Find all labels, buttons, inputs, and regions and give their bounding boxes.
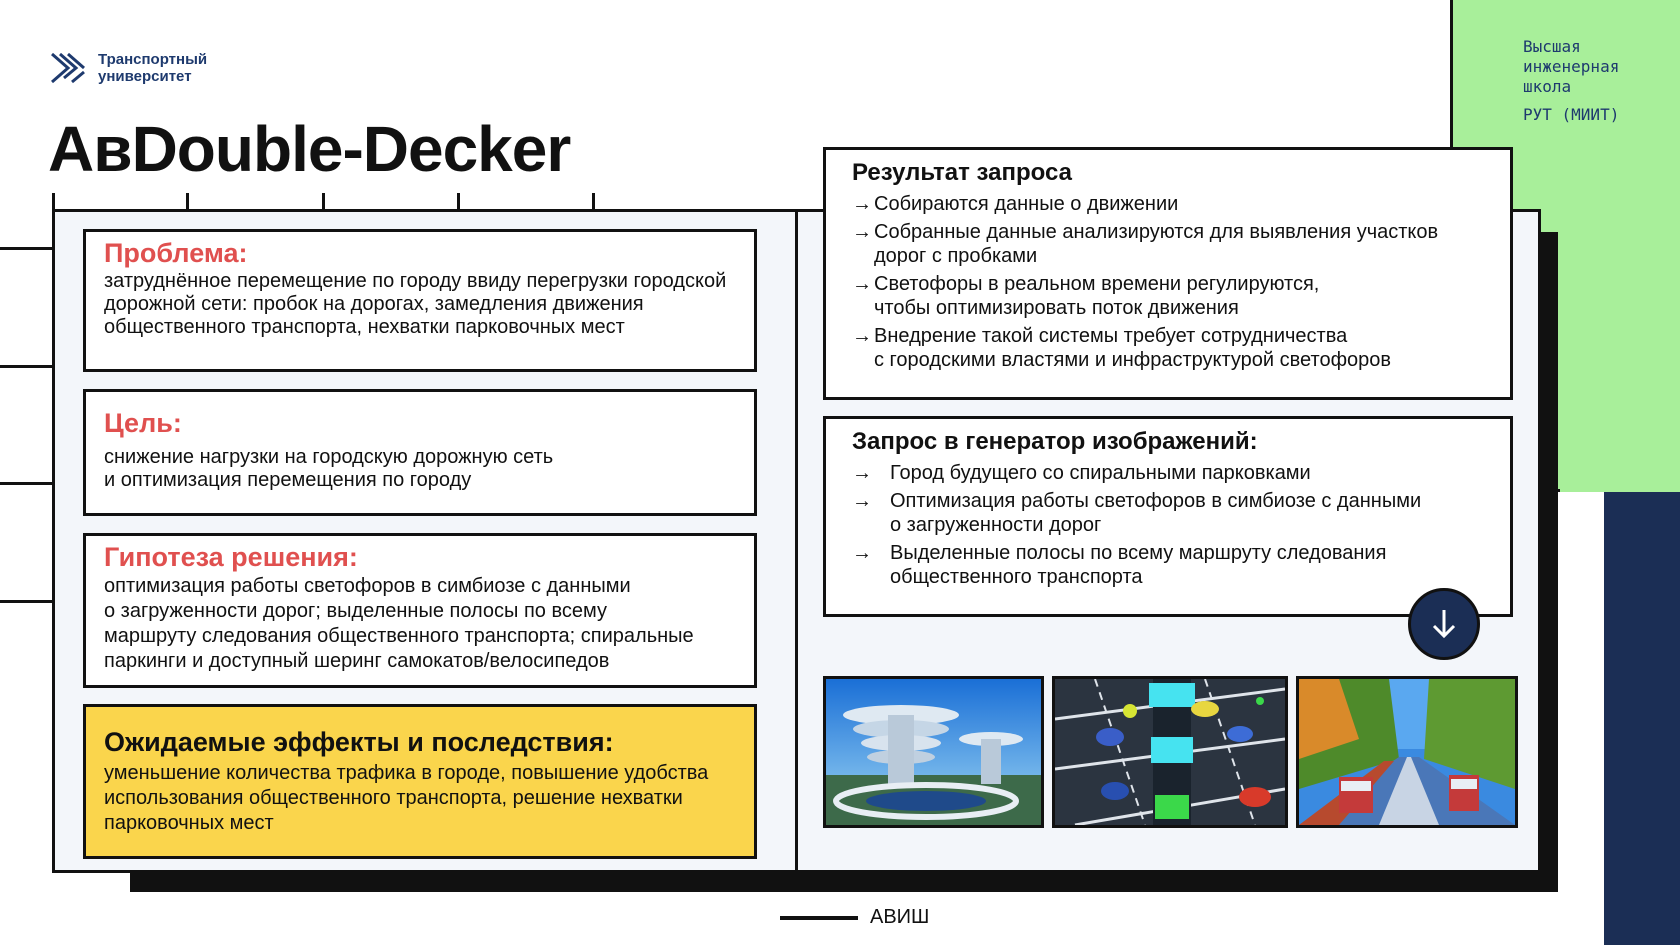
arrow-down-icon xyxy=(1426,606,1462,642)
generated-image-future-city[interactable] xyxy=(823,676,1044,828)
hypothesis-line-4: паркинги и доступный шеринг самокатов/велосипедов xyxy=(104,650,610,672)
school-line-2: инженерная xyxy=(1523,57,1620,76)
scroll-down-button[interactable] xyxy=(1408,588,1480,660)
problem-heading: Проблема: xyxy=(104,238,248,268)
frame-divider xyxy=(795,209,798,873)
request-card xyxy=(823,416,1513,617)
result-card xyxy=(823,147,1513,400)
transport-logo-icon xyxy=(50,50,86,86)
effects-heading: Ожидаемые эффекты и последствия: xyxy=(104,727,614,757)
result-heading: Результат запроса xyxy=(852,159,1072,186)
result-item: → Внедрение такой системы требует сотрудничества с городскими властями и инфраструктурой светофоров xyxy=(852,325,1392,371)
arrow-icon: → xyxy=(852,462,872,484)
footer-line xyxy=(780,916,858,920)
school-label xyxy=(1523,37,1619,125)
university-logo xyxy=(50,50,207,86)
hypothesis-card xyxy=(83,533,757,688)
effects-card xyxy=(83,704,757,859)
arrow-icon: → xyxy=(852,221,872,243)
side-line xyxy=(0,600,54,603)
ruler-decor xyxy=(52,193,596,209)
request-list xyxy=(852,461,1488,589)
arrow-icon: → xyxy=(852,542,872,564)
hypothesis-text xyxy=(104,574,736,674)
goal-heading: Цель: xyxy=(104,408,182,438)
hypothesis-line-1: оптимизация работы светофоров в симбиозе с данными xyxy=(104,575,631,597)
result-item: → Собранные данные анализируются для выявления участков дорог с пробками xyxy=(852,221,1439,267)
goal-card xyxy=(83,389,757,516)
problem-text: затруднённое перемещение по городу ввиду перегрузки городской дорожной сети: пробок на дорогах, замедления движения общественного транспорта, нехватки парковочных мест xyxy=(104,270,727,338)
request-item: → Выделенные полосы по всему маршруту следования общественного транспорта xyxy=(852,542,1387,588)
result-list xyxy=(852,192,1488,372)
footer-label: АВИШ xyxy=(870,906,930,928)
arrow-icon: → xyxy=(852,490,872,512)
request-item: → Оптимизация работы светофоров в симбиозе с данными о загруженности дорог xyxy=(852,490,1422,536)
result-item: → Собираются данные о движении xyxy=(852,193,1179,215)
request-item: → Город будущего со спиральными парковками xyxy=(852,462,1311,484)
page-title: АвDouble-Decker xyxy=(48,113,571,185)
hypothesis-line-2: о загруженности дорог; выделенные полосы по всему xyxy=(104,600,607,622)
problem-card xyxy=(83,229,757,372)
goal-line-2: и оптимизация перемещения по городу xyxy=(104,469,472,491)
generated-image-bus-lane[interactable] xyxy=(1296,676,1518,828)
side-line xyxy=(0,247,54,250)
hypothesis-heading: Гипотеза решения: xyxy=(104,542,358,572)
goal-text xyxy=(104,446,736,492)
school-line-1: Высшая xyxy=(1523,37,1581,56)
school-line-3: школа xyxy=(1523,77,1572,96)
logo-line-2: университет xyxy=(98,68,192,85)
goal-line-1: снижение нагрузки на городскую дорожную сеть xyxy=(104,446,554,468)
effects-text: уменьшение количества трафика в городе, повышение удобства использования общественного транспорта, решение нехватки парковочных мест xyxy=(104,762,709,834)
result-item: → Светофоры в реальном времени регулируются, чтобы оптимизировать поток движения xyxy=(852,273,1320,319)
side-line xyxy=(0,365,54,368)
arrow-icon: → xyxy=(852,325,872,347)
logo-line-1: Транспортный xyxy=(98,51,208,68)
side-line xyxy=(0,482,54,485)
hypothesis-line-3: маршруту следования общественного транспорта; спиральные xyxy=(104,625,694,647)
arrow-icon: → xyxy=(852,273,872,295)
request-heading: Запрос в генератор изображений: xyxy=(852,428,1258,455)
generated-image-traffic-lights[interactable] xyxy=(1052,676,1288,828)
school-line-4: РУТ (МИИТ) xyxy=(1523,105,1620,124)
navy-decor-block xyxy=(1604,492,1680,945)
arrow-icon: → xyxy=(852,193,872,215)
